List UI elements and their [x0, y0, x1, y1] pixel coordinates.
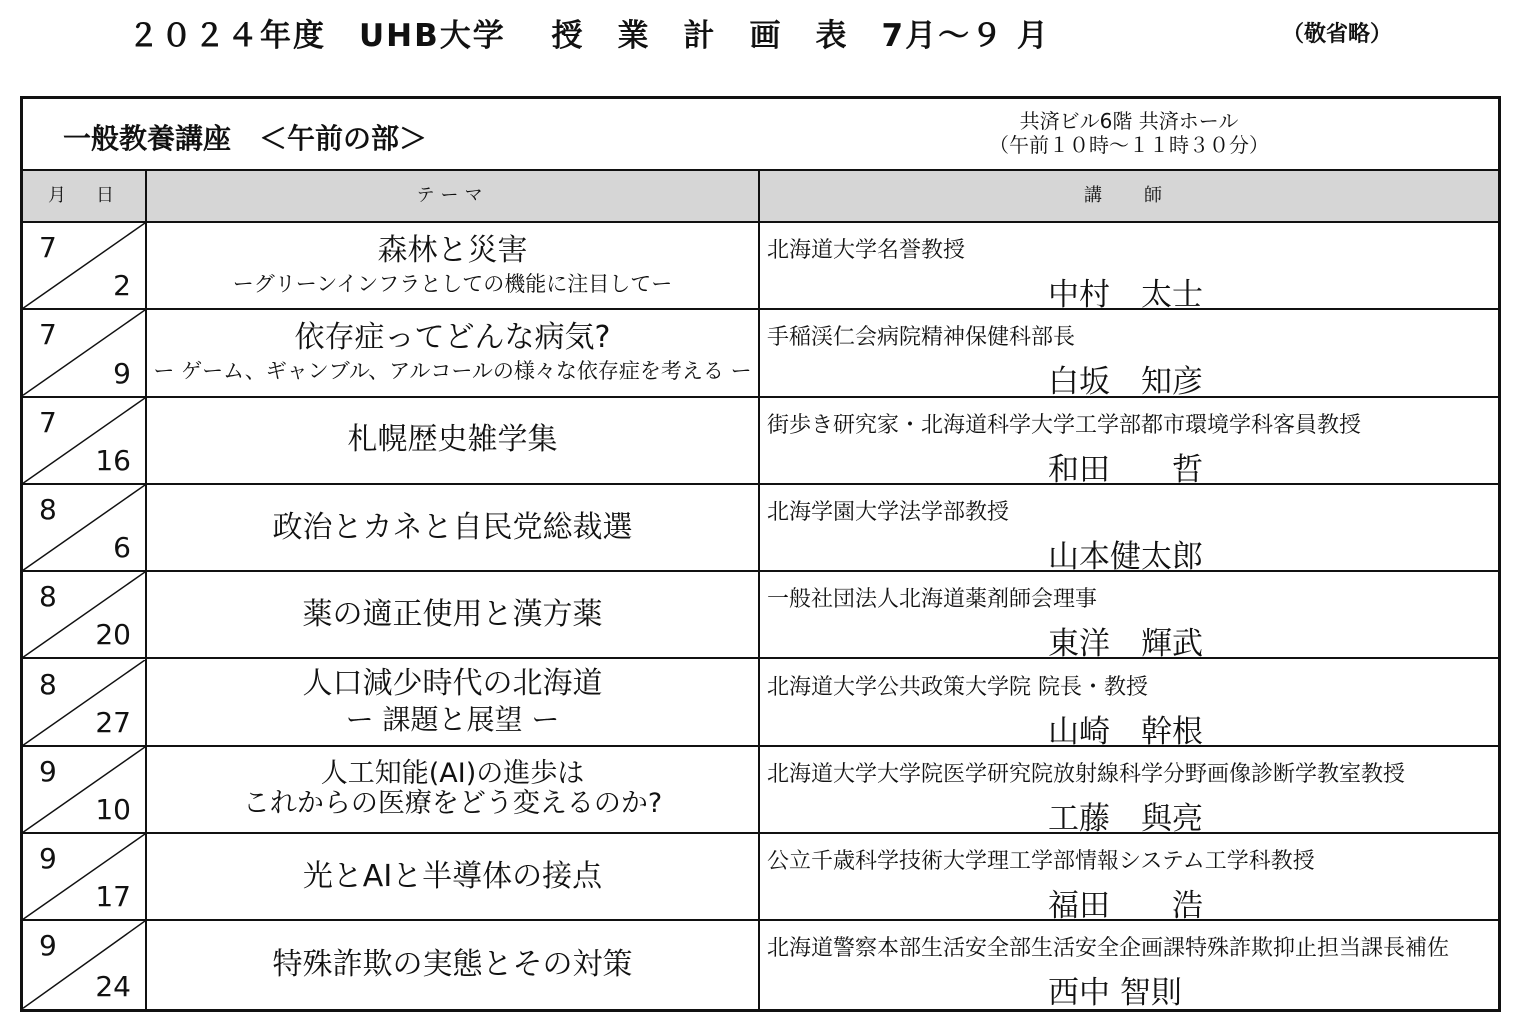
- theme-title: 森林と災害: [377, 232, 528, 268]
- section-title: 一般教養講座 ＜午前の部＞: [63, 122, 428, 155]
- day: 16: [95, 443, 131, 477]
- lecturer-affiliation: 手稲渓仁会病院精神保健科部長: [767, 325, 1076, 351]
- date-cell: [23, 398, 145, 483]
- month: 8: [39, 667, 57, 701]
- theme-cell: [147, 660, 758, 745]
- date-cell: [23, 921, 145, 1008]
- venue-line: 共済ビル6階 共済ホール: [1019, 109, 1239, 133]
- table-row: [23, 398, 1498, 488]
- column-header-theme: テーマ: [416, 185, 489, 206]
- day: 9: [113, 356, 131, 390]
- theme-cell: [147, 834, 758, 919]
- theme-title: 人口減少時代の北海道: [302, 666, 603, 702]
- theme-subtitle: ー 課題と展望 ー: [345, 703, 560, 737]
- theme-subtitle: これからの医療をどう変えるのか?: [242, 788, 663, 820]
- theme-title: 政治とカネと自民党総裁選: [272, 509, 633, 545]
- table-row: [23, 572, 1498, 663]
- lecturer-affiliation: 北海道大学公共政策大学院 院長・教授: [767, 674, 1148, 700]
- month: 7: [39, 231, 57, 264]
- lecturer-affiliation: 一般社団法人北海道薬剤師会理事: [767, 587, 1098, 613]
- month: 9: [39, 842, 57, 876]
- date-cell: [23, 660, 145, 745]
- theme-subtitle: ーグリーンインフラとしての機能に注目してー: [232, 271, 673, 296]
- lecturer-name: 山崎 幹根: [1048, 713, 1203, 750]
- table-row: [23, 223, 1498, 313]
- venue-info: [760, 109, 1498, 157]
- theme-title: 特殊詐欺の実態とその対策: [272, 947, 633, 983]
- lecturer-affiliation: 北海道警察本部生活安全部生活安全企画課特殊詐欺抑止担当課長補佐: [767, 936, 1450, 962]
- lecturer-affiliation: 北海道大学大学院医学研究院放射線科学分野画像診断学教室教授: [767, 761, 1406, 787]
- lecturer-name: 福田 浩: [1048, 888, 1203, 925]
- date-cell: [23, 572, 145, 657]
- lecturer-affiliation: 北海学園大学法学部教授: [767, 499, 1010, 525]
- column-header-date: 月 日: [48, 185, 120, 206]
- lecturer-name: 西中 智則: [1048, 975, 1182, 1012]
- theme-cell: [147, 572, 758, 657]
- lecturer-affiliation: 公立千歳科学技術大学理工学部情報システム工学科教授: [767, 849, 1315, 875]
- day: 27: [95, 705, 131, 739]
- month: 9: [39, 754, 57, 788]
- theme-cell: [147, 485, 758, 570]
- lecturer-affiliation: 街歩き研究家・北海道科学大学工学部都市環境学科客員教授: [767, 412, 1362, 438]
- honorifics-note: （敬省略）: [1282, 22, 1393, 47]
- date-cell: [23, 485, 145, 570]
- theme-title: 札幌歴史雑学集: [347, 422, 558, 458]
- day: 24: [95, 969, 131, 1003]
- month: 7: [39, 405, 57, 439]
- day: 6: [113, 531, 131, 565]
- theme-cell: [147, 398, 758, 483]
- theme-cell: [147, 223, 758, 308]
- day: 17: [95, 880, 131, 914]
- table-row: [23, 660, 1498, 750]
- theme-title: 薬の適正使用と漢方薬: [302, 596, 603, 632]
- lecturer-name: 山本健太郎: [1048, 538, 1203, 575]
- theme-cell: [147, 921, 758, 1008]
- table-row: [23, 834, 1498, 925]
- lecturer-name: 東洋 輝武: [1048, 626, 1203, 663]
- column-header-lecturer: 講 師: [1084, 185, 1174, 206]
- table-row: [23, 310, 1498, 401]
- document-title: ２０２４年度 UHB大学 授 業 計 画 表 7月～９ 月: [128, 18, 1050, 54]
- lecturer-name: 和田 哲: [1048, 451, 1203, 488]
- lecturer-affiliation: 北海道大学名誉教授: [767, 238, 966, 263]
- theme-title: 光とAIと半導体の接点: [302, 858, 603, 894]
- month: 8: [39, 580, 57, 614]
- schedule-table: [20, 96, 1501, 1012]
- table-row: [23, 921, 1498, 1012]
- lecturer-name: 工藤 與亮: [1048, 800, 1203, 837]
- month: 8: [39, 492, 57, 526]
- theme-cell: [147, 310, 758, 395]
- day: 10: [95, 793, 131, 827]
- date-cell: [23, 834, 145, 919]
- theme-title: 人工知能(AI)の進歩は: [320, 758, 585, 790]
- day: 2: [113, 269, 131, 303]
- table-row: [23, 747, 1498, 837]
- date-cell: [23, 223, 145, 308]
- month: 7: [39, 318, 57, 352]
- lecturer-name: 白坂 知彦: [1048, 364, 1203, 401]
- month: 9: [39, 929, 57, 963]
- date-cell: [23, 310, 145, 395]
- column-headers: [23, 171, 1498, 223]
- theme-title: 依存症ってどんな病気?: [294, 319, 611, 355]
- lecturer-name: 中村 太士: [1048, 277, 1203, 313]
- table-header: [23, 99, 1498, 171]
- theme-subtitle: ー ゲーム、ギャンブル、アルコールの様々な依存症を考える ー: [153, 358, 752, 383]
- date-cell: [23, 747, 145, 832]
- venue-time: （午前１０時～１１時３０分）: [989, 133, 1269, 157]
- theme-cell: [147, 747, 758, 832]
- table-row: [23, 485, 1498, 575]
- day: 20: [95, 618, 131, 652]
